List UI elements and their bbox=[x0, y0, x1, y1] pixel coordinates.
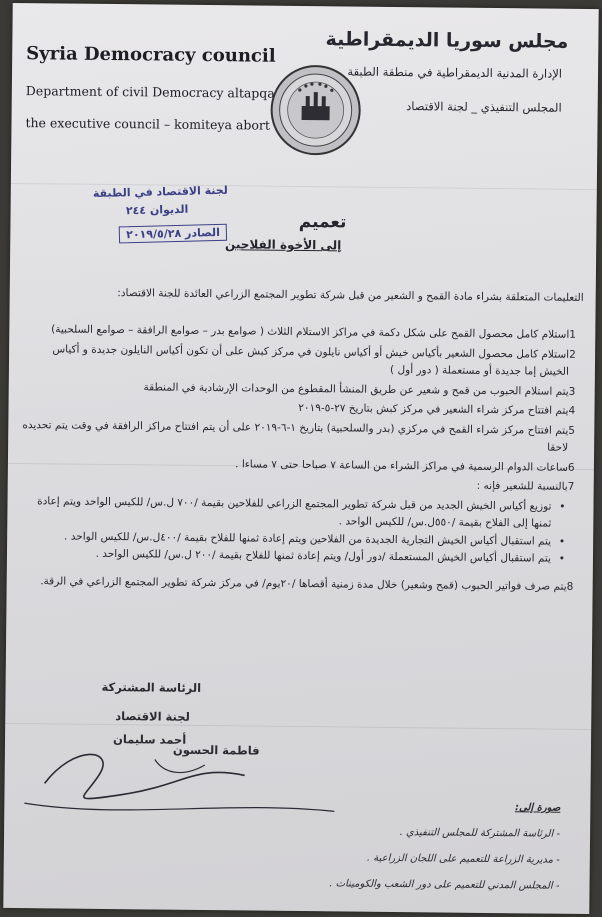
bullet-icon: • bbox=[558, 535, 566, 548]
copies-heading: صورة إلى: bbox=[514, 802, 561, 814]
header-ar-department: الإدارة المدنية الديمقراطية في منطقة الطبقة bbox=[347, 64, 563, 81]
item-text: ساعات الدوام الرسمية في مراكز الشراء من الساعة ٧ صباحا حتى ٧ مساءا . bbox=[235, 457, 568, 474]
signatory-name-1: فاطمة الحسون bbox=[172, 742, 260, 758]
item-text: يتم استلام الحبوب من قمح و شعير عن طريق المنشأ المقطوع من الوحدات الإرشادية في المنطقة bbox=[143, 380, 569, 398]
bullet-icon: • bbox=[559, 500, 566, 513]
bullet-icon: • bbox=[558, 552, 566, 565]
item-text: استلام كامل محصول القمح على شكل دكمة في مراكز الاستلام الثلاث ( صوامع بدر – صوامع الرافقة – صوامع السلحبية) bbox=[51, 323, 570, 341]
header-ar-title: مجلس سوريا الديمقراطية bbox=[325, 28, 569, 53]
header-en-title: Syria Democracy council bbox=[26, 43, 276, 67]
stamp-date: الصادر ٢٠١٩/٥/٢٨ bbox=[119, 224, 227, 244]
copy-line: - الرئاسة المشتركة للمجلس التنفيذي . bbox=[399, 827, 561, 840]
sub-item-text: توزيع أكياس الخيش الجديد من قبل شركة تطوير المجتمع الزراعي للفلاحين بقيمة /٧٠٠ ل.س/ للكيس الواحد ويتم إعادة ثمنها إلى الفلاح بقيمة /٥٥٠ل.س/ للكيس الواحد . bbox=[37, 494, 552, 530]
copy-line: - مديرية الزراعة للتعميم على اللجان الزراعية . bbox=[366, 852, 560, 866]
item-text: يتم افتتاح مركز شراء الشعير في مركز كبش بتاريخ ٢٧-٥-٢٠١٩ bbox=[298, 401, 569, 417]
item-number: 8 bbox=[566, 580, 574, 593]
signature-heading: الرئاسة المشتركة bbox=[101, 679, 202, 695]
item-number: 2 bbox=[569, 348, 576, 361]
header-en-department: Department of civil Democracy altapqa bbox=[25, 83, 275, 101]
sub-item-text: يتم استقبال أكياس الخيش التجارية الجديدة من الفلاحين ويتم إعادة ثمنها للفلاح بقيمة /٤٠٠ل.س/ للكيس الواحد . bbox=[64, 530, 552, 548]
item-number: 1 bbox=[569, 328, 577, 341]
circular-title: تعميم bbox=[298, 211, 347, 233]
item-text: يتم صرف فواتير الحبوب (قمح وشعير) خلال مدة زمنية أقصاها /٢٠يوم/ في مركز شركة تطوير المجتمع الزراعي في الرقة. bbox=[40, 574, 567, 593]
header-en-council: the executive council – komiteya abort bbox=[25, 115, 271, 133]
intro-text: التعليمات المتعلقة بشراء مادة القمح و الشعير من قبل شركة تطوير المجتمع الزراعي العائدة للجنة الاقتصاد: bbox=[117, 287, 584, 304]
item-number: 7 bbox=[567, 480, 575, 493]
handwritten-signature bbox=[3, 3, 598, 914]
item-number: 5 bbox=[568, 424, 576, 437]
item-text: استلام كامل محصول الشعير بأكياس خيش أو أكياس نايلون في مركز كبش على أن تكون أكياس النايلون جديدة و أكياس الخيش إما جديدة أو مستعملة ( دور أول ) bbox=[52, 342, 570, 378]
copy-line: - المجلس المدني للتعميم على دور الشعب والكومينات . bbox=[329, 878, 560, 892]
circular-recipient: إلى الأخوة الفلاحين bbox=[225, 237, 342, 253]
item-number: 4 bbox=[568, 404, 576, 417]
item-text: بالنسبة للشعير فإنه : bbox=[476, 479, 568, 493]
stamp-register: الديوان ٢٤٤ bbox=[125, 202, 189, 218]
item-text: يتم افتتاح مركز شراء القمح في مركزي (بدر والسلحبية) بتاريخ ١-٦-٢٠١٩ على أن يتم افتتاح مراكز الرافقة في وقت يتم تحديده لاحقا bbox=[22, 418, 569, 454]
header-ar-council: المجلس التنفيذي _ لجنة الاقتصاد bbox=[406, 99, 562, 115]
document-page bbox=[3, 3, 598, 914]
sub-item-text: يتم استقبال أكياس الخيش المستعملة /دور أول/ ويتم إعادة ثمنها للفلاح بقيمة /٢٠٠ ل.س/ للكيس الواحد . bbox=[95, 547, 552, 565]
signature-committee: لجنة الاقتصاد bbox=[115, 709, 190, 724]
signatory-name-2: أحمد سليمان bbox=[112, 732, 187, 747]
item-number: 3 bbox=[568, 385, 576, 398]
stamp-committee: لجنة الاقتصاد في الطبقة bbox=[92, 183, 229, 201]
item-number: 6 bbox=[567, 461, 575, 474]
